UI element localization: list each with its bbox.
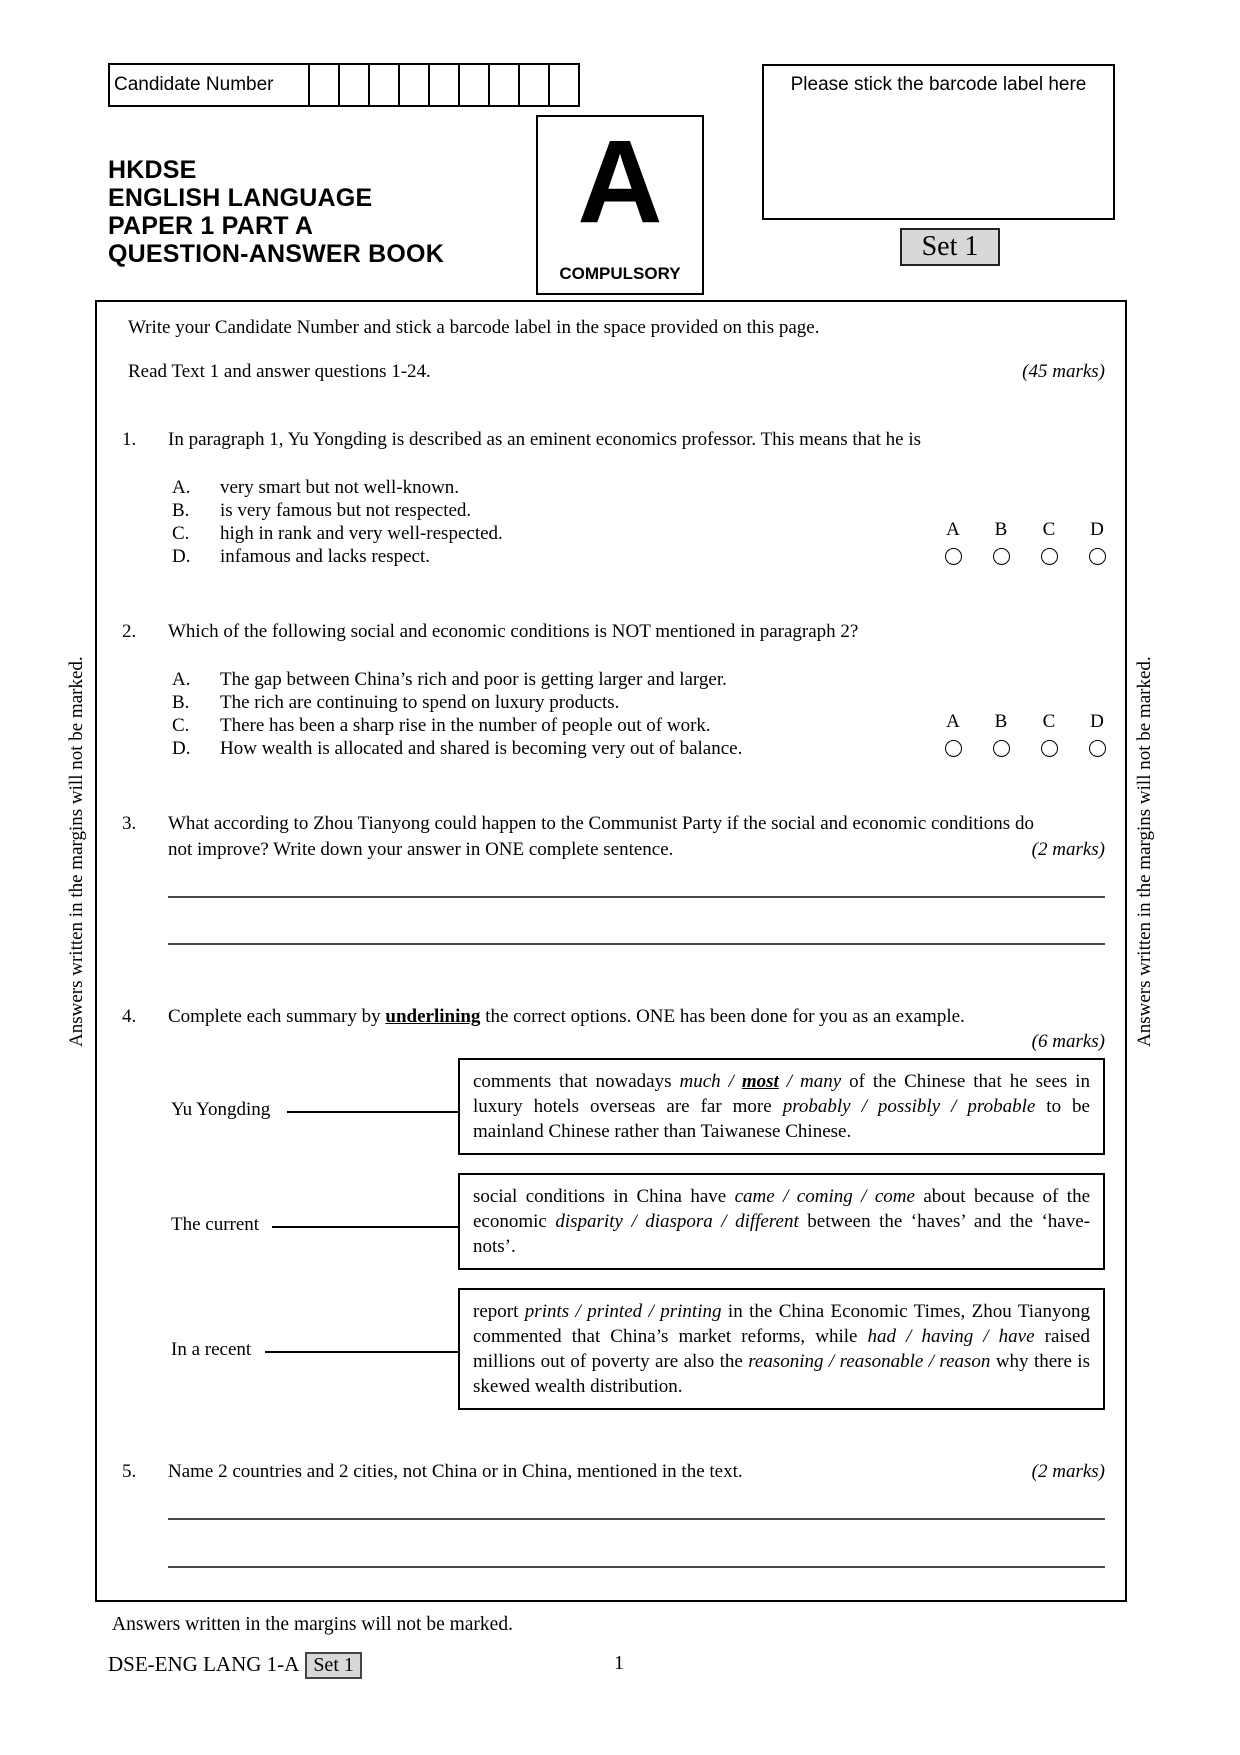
q5-marks: (2 marks) [1031, 1461, 1105, 1482]
summary-3-label: In a recent [171, 1339, 252, 1360]
q2-bubble-d[interactable] [1089, 740, 1106, 757]
q2-bubble-letter-c: C [1042, 711, 1056, 732]
q2-option-c-text: There has been a sharp rise in the number of people out of work. [220, 715, 711, 736]
q2-bubble-letter-b: B [994, 711, 1008, 732]
candidate-cell-8[interactable] [518, 65, 548, 105]
instruction-line-2: Read Text 1 and answer questions 1-24. [128, 361, 431, 382]
q1-option-d-letter: D. [172, 546, 191, 567]
left-margin-note: Answers written in the margins will not be marked. [66, 656, 87, 1048]
q5-answer-line-1[interactable] [168, 1518, 1105, 1520]
q1-bubble-b[interactable] [993, 548, 1010, 565]
q2-bubble-c[interactable] [1041, 740, 1058, 757]
candidate-cell-2[interactable] [338, 65, 368, 105]
total-marks: (45 marks) [1022, 361, 1105, 382]
q5-stem: Name 2 countries and 2 cities, not China or in China, mentioned in the text. [168, 1461, 743, 1482]
bottom-margin-note: Answers written in the margins will not be marked. [112, 1614, 513, 1635]
q4-stem-underlined-word: underlining [385, 1006, 481, 1027]
q2-option-c-letter: C. [172, 715, 190, 736]
q2-bubbles [929, 740, 1121, 757]
q2-bubble-letter-a: A [946, 711, 960, 732]
q4-marks: (6 marks) [1031, 1031, 1105, 1052]
candidate-number-label: Candidate Number [114, 74, 274, 95]
candidate-cell-9[interactable] [548, 65, 578, 105]
q1-bubble-letter-a: A [946, 519, 960, 540]
section-subtitle: COMPULSORY [559, 264, 681, 283]
q1-option-d-text: infamous and lacks respect. [220, 546, 430, 567]
candidate-cell-1[interactable] [308, 65, 338, 105]
q1-bubble-letter-c: C [1042, 519, 1056, 540]
q2-bubble-b[interactable] [993, 740, 1010, 757]
q1-bubbles [929, 548, 1121, 565]
q2-option-b-text: The rich are continuing to spend on luxury products. [220, 692, 620, 713]
title-line-4: QUESTION-ANSWER BOOK [108, 240, 444, 268]
q3-stem-line-2: not improve? Write down your answer in ONE complete sentence. [168, 839, 674, 860]
q1-bubble-c[interactable] [1041, 548, 1058, 565]
q5-number: 5. [122, 1461, 137, 1482]
page-number: 1 [614, 1652, 624, 1674]
q2-bubble-letter-d: D [1090, 711, 1104, 732]
q3-answer-line-1[interactable] [168, 896, 1105, 898]
candidate-cell-5[interactable] [428, 65, 458, 105]
section-letter: A [577, 116, 663, 248]
q1-option-b-letter: B. [172, 500, 190, 521]
q1-bubble-letter-b: B [994, 519, 1008, 540]
barcode-area[interactable] [762, 64, 1115, 220]
q3-number: 3. [122, 813, 137, 834]
summary-1-label: Yu Yongding [171, 1099, 271, 1120]
q1-bubble-letters [929, 519, 1121, 541]
barcode-instruction: Please stick the barcode label here [790, 74, 1087, 95]
right-margin-note: Answers written in the margins will not be marked. [1134, 656, 1155, 1048]
q2-option-d-letter: D. [172, 738, 191, 759]
q5-answer-line-2[interactable] [168, 1566, 1105, 1568]
q1-option-a-text: very smart but not well-known. [220, 477, 460, 498]
q1-option-b-text: is very famous but not respected. [220, 500, 472, 521]
q2-option-a-text: The gap between China’s rich and poor is getting larger and larger. [220, 669, 727, 690]
q1-number: 1. [122, 429, 137, 450]
q1-option-c-text: high in rank and very well-respected. [220, 523, 503, 544]
title-line-2: ENGLISH LANGUAGE [108, 184, 373, 212]
instruction-line-1: Write your Candidate Number and stick a barcode label in the space provided on this page. [128, 317, 820, 338]
candidate-cell-4[interactable] [398, 65, 428, 105]
q3-marks: (2 marks) [1031, 839, 1105, 860]
candidate-cells [308, 65, 578, 105]
q3-answer-line-2[interactable] [168, 943, 1105, 945]
footer-code: DSE-ENG LANG 1-A Set 1 [108, 1652, 362, 1679]
q2-option-b-letter: B. [172, 692, 190, 713]
q1-stem: In paragraph 1, Yu Yongding is described as an eminent economics professor. This means that he is [168, 429, 921, 450]
q1-option-a-letter: A. [172, 477, 191, 498]
q1-bubble-letter-d: D [1090, 519, 1104, 540]
summary-2-box[interactable]: social conditions in China have came / coming / come about because of the economic disparity / diaspora / different between the ‘haves’ and the ‘have-nots’. [458, 1173, 1105, 1270]
q1-option-c-letter: C. [172, 523, 190, 544]
section-badge [536, 115, 704, 295]
q2-option-a-letter: A. [172, 669, 191, 690]
candidate-number-box [108, 63, 580, 107]
candidate-cell-3[interactable] [368, 65, 398, 105]
summary-1-connector [287, 1111, 458, 1113]
paper-title [108, 156, 444, 268]
summary-3-connector [265, 1351, 458, 1353]
q4-number: 4. [122, 1006, 137, 1027]
q2-stem: Which of the following social and economic conditions is NOT mentioned in paragraph 2? [168, 621, 859, 642]
q2-bubble-letters [929, 711, 1121, 733]
q3-stem-line-1: What according to Zhou Tianyong could happen to the Communist Party if the social and economic conditions do [168, 813, 1034, 834]
candidate-cell-6[interactable] [458, 65, 488, 105]
summary-3-box[interactable]: report prints / printed / printing in the China Economic Times, Zhou Tianyong commented that China’s market reforms, while had / having / have raised millions out of poverty are also the reasoning / reasonable / reason why there is skewed wealth distribution. [458, 1288, 1105, 1410]
q1-bubble-a[interactable] [945, 548, 962, 565]
summary-1-box[interactable]: comments that nowadays much / most / many of the Chinese that he sees in luxury hotels overseas are far more probably / possibly / probable to be mainland Chinese rather than Taiwanese Chinese. [458, 1058, 1105, 1155]
footer-set-label: Set 1 [305, 1652, 362, 1679]
q4-stem: Complete each summary by underlining the correct options. ONE has been done for you as an example. [168, 1006, 965, 1027]
q2-bubble-a[interactable] [945, 740, 962, 757]
candidate-cell-7[interactable] [488, 65, 518, 105]
set-label-box: Set 1 [900, 228, 1000, 266]
title-line-1: HKDSE [108, 156, 197, 184]
q1-bubble-d[interactable] [1089, 548, 1106, 565]
q2-number: 2. [122, 621, 137, 642]
summary-2-label: The current [171, 1214, 260, 1235]
q2-option-d-text: How wealth is allocated and shared is becoming very out of balance. [220, 738, 743, 759]
summary-2-connector [272, 1226, 458, 1228]
title-line-3: PAPER 1 PART A [108, 212, 314, 240]
